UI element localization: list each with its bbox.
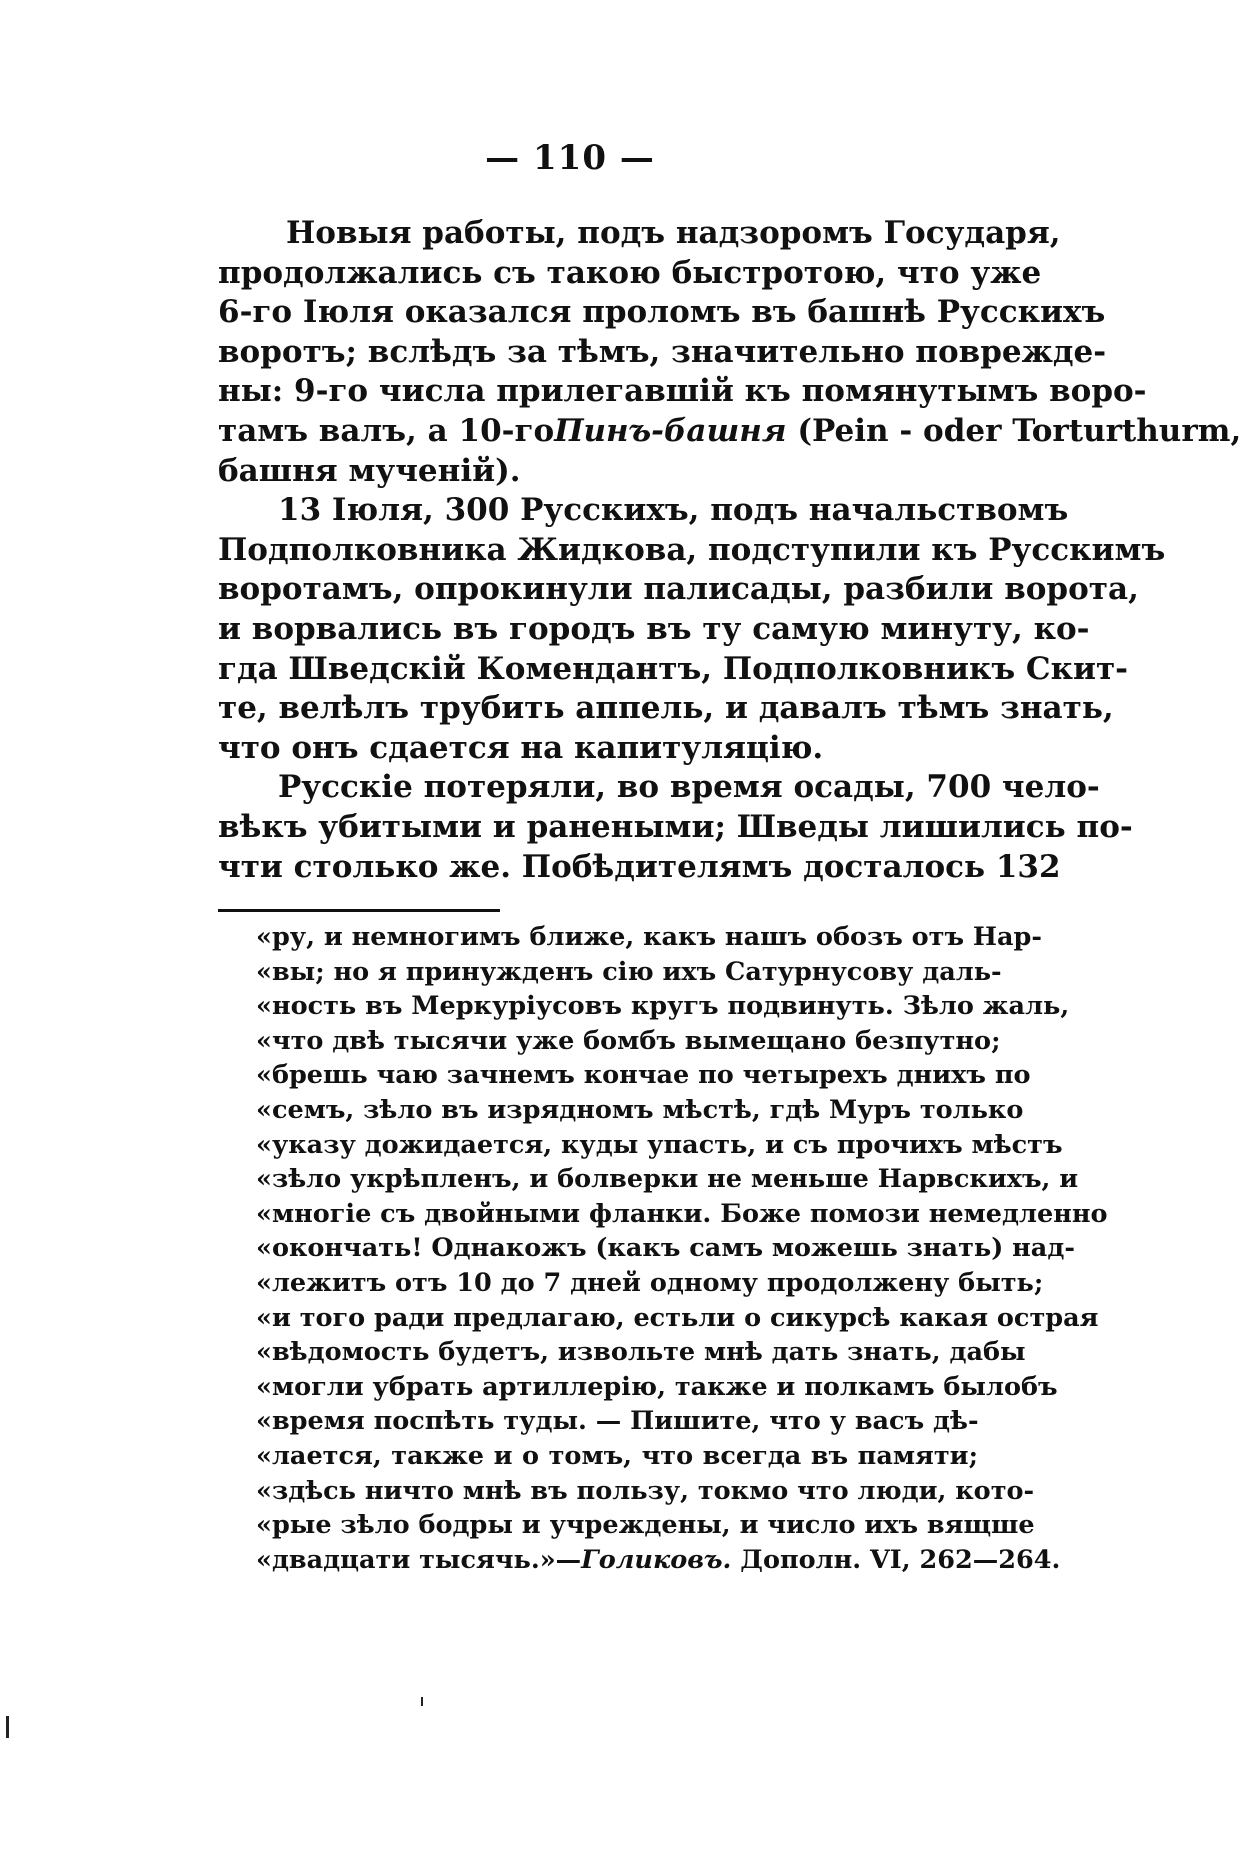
- footnote-line: «рые зѣло бодры и учреждены, и число ихъ вящше: [256, 1510, 1035, 1541]
- footnote-line: «ность въ Меркуріусовъ кругъ подвинуть. Зѣло жаль,: [256, 991, 1070, 1022]
- footnote-line: «что двѣ тысячи уже бомбъ вымещано безпутно;: [256, 1025, 1001, 1056]
- text-line: те, велѣлъ трубить аппель, и давалъ тѣмъ знать,: [218, 690, 1114, 727]
- citation-author: Голиковъ.: [581, 1544, 732, 1575]
- footnote-line: «вѣдомость будетъ, извольте мнѣ дать знать, дабы: [256, 1337, 1026, 1368]
- italic-term: Пинъ-башня: [554, 412, 787, 449]
- main-text: [218, 214, 1241, 887]
- footnote-line: «окончать! Однакожъ (какъ самъ можешь знать) над-: [256, 1233, 1075, 1264]
- text-line: что онъ сдается на капитуляцію.: [218, 729, 824, 766]
- text-line: Подполковника Жидкова, подступили къ Русскимъ: [218, 531, 1166, 568]
- text-line: Новыя работы, подъ надзоромъ Государя,: [286, 215, 1061, 251]
- text-segment: «двадцати тысячь.»—: [256, 1544, 582, 1575]
- page-number: — 110 —: [485, 138, 655, 178]
- footnote-line: «лается, также и о томъ, что всегда въ памяти;: [256, 1440, 978, 1471]
- text-line: воротамъ, опрокинули палисады, разбили ворота,: [218, 571, 1139, 608]
- text-line: ны: 9-го числа прилегавшій къ помянутымъ воро-: [218, 373, 1147, 410]
- footnote-citation-line: [256, 1543, 1061, 1578]
- scan-speck: [6, 1716, 9, 1738]
- footnote-line: «время поспѣть туды. — Пишите, что у васъ дѣ-: [256, 1406, 979, 1437]
- text-line: 6-го Іюля оказался проломъ въ башнѣ Русскихъ: [218, 294, 1106, 331]
- text-line: продолжались съ такою быстротою, что уже: [218, 254, 1042, 291]
- scan-speck: [421, 1697, 423, 1706]
- text-line: 13 Іюля, 300 Русскихъ, подъ начальствомъ: [278, 492, 1069, 529]
- footnote-line: «могли убрать артиллерію, также и полкамъ былобъ: [256, 1371, 1058, 1402]
- footnote-line: «семъ, зѣло въ изрядномъ мѣстѣ, гдѣ Муръ только: [256, 1094, 1024, 1125]
- footnote-line: «указу дожидается, куды упасть, и съ прочихъ мѣстъ: [256, 1129, 1063, 1160]
- text-line: башня мученій).: [218, 452, 521, 489]
- footnote-line: «вы; но я принужденъ сію ихъ Сатурнусову даль-: [256, 956, 1002, 987]
- footnote-line: «здѣсь ничто мнѣ въ пользу, токмо что люди, кото-: [256, 1475, 1035, 1506]
- text-line: чти столько же. Побѣдителямъ досталось 132: [218, 848, 1061, 885]
- footnote-line: «лежитъ отъ 10 до 7 дней одному продолжену быть;: [256, 1267, 1044, 1298]
- footnote-text: [256, 920, 1108, 1577]
- text-line: воротъ; вслѣдъ за тѣмъ, значительно поврежде-: [218, 333, 1107, 370]
- citation-reference: Дополн. VI, 262—264.: [731, 1544, 1061, 1575]
- footnote-line: «брешь чаю зачнемъ кончае по четырехъ днихъ по: [256, 1060, 1031, 1091]
- text-line: гда Шведскій Комендантъ, Подполковникъ Скит-: [218, 650, 1129, 687]
- footnote-line: «и того ради предлагаю, естьли о сикурсѣ какая острая: [256, 1302, 1099, 1333]
- text-line: вѣкъ убитыми и ранеными; Шведы лишились по-: [218, 808, 1133, 845]
- footnote-divider: [218, 909, 500, 912]
- footnote-line: «ру, и немногимъ ближе, какъ нашъ обозъ отъ Нар-: [256, 922, 1042, 952]
- text-line: [218, 412, 1241, 452]
- text-segment: тамъ валъ, а 10-го: [218, 412, 555, 449]
- text-line: и ворвались въ городъ въ ту самую минуту, ко-: [218, 610, 1090, 647]
- footnote-line: «многіе съ двойными фланки. Боже помози немедленно: [256, 1198, 1108, 1229]
- text-segment: (Pein - oder Torturthurm,: [797, 412, 1241, 449]
- footnote-line: «зѣло укрѣпленъ, и болверки не меньше Нарвскихъ, и: [256, 1164, 1079, 1195]
- text-line: Русскіе потеряли, во время осады, 700 чело-: [278, 769, 1100, 806]
